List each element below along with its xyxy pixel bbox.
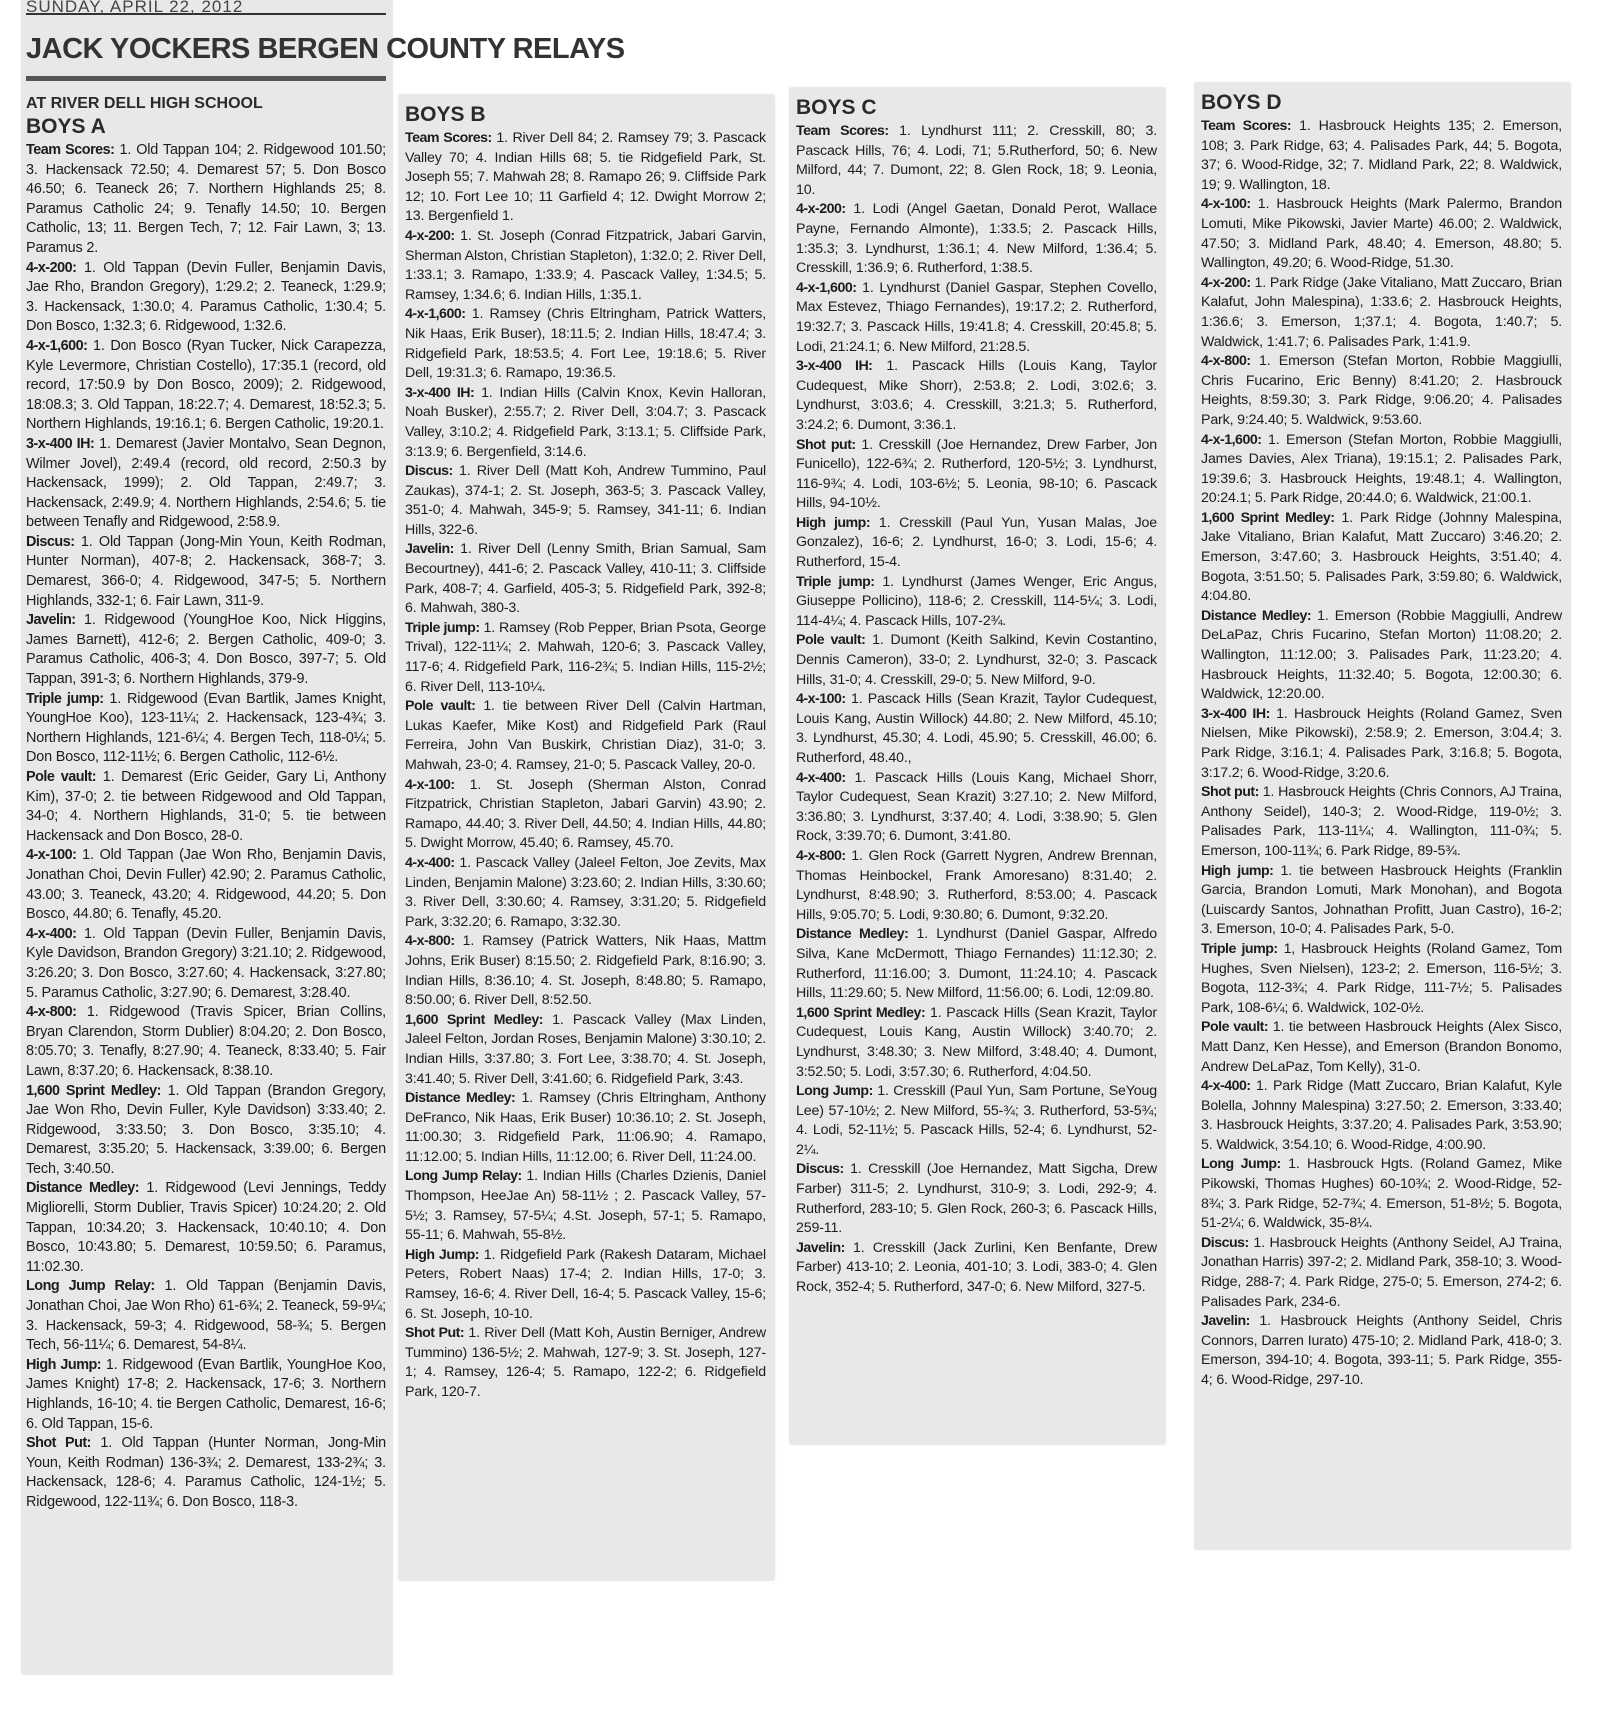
event-results-text: 1. St. Joseph (Conrad Fitzpatrick, Jabari Garvin, Sherman Alston, Christian Stapleton), 1:32.0; 2. River Dell, 1:33.1; 3. Ramapo, 1:33.9; 4. Pascack Valley, 1:34.5; 5. Ramsey, 1:34.6; 6. Indian Hills, 1:35.1. [405,227,766,303]
event-results-text: 1. Ramsey (Rob Pepper, Brian Psota, George Trival), 122-11¼; 2. Mahwah, 120-6; 3. Pascack Valley, 117-6; 4. Ridgefield Park, 116-2¾; 5. Indian Hills, 115-2½; 6. River Dell, 113-10¼. [405,619,766,695]
event-name: Pole vault: [1201,1019,1269,1036]
event-results-text: 1. Ramsey (Chris Eltringham, Patrick Watters, Nik Haas, Erik Buser), 18:11.5; 2. Indian Hills, 18:47.4; 3. Ridgefield Park, 18:53.5; 4. Fort Lee, 19:18.6; 5. River Dell, 19:31.3; 6. Ramapo, 19:36.5. [405,306,766,382]
event-results-text: 1. Park Ridge (Matt Zuccaro, Brian Kalafut, Kyle Bolella, Johnny Malespina) 3:27.50; 2. Emerson, 3:33.40; 3. Hasbrouck Heights, 3:37.20; 4. Palisades Park, 3:53.90; 5. Waldwick, 3:54.10; 6. Wood-Ridge, 4:00.90. [1201,1078,1562,1153]
event-result [26,846,386,924]
event-name: Distance Medley: [26,1180,140,1197]
event-result [796,1004,1157,1082]
event-result [796,631,1157,690]
event-name: High jump: [1201,862,1274,879]
event-name: 1,600 Sprint Medley: [26,1082,161,1099]
event-results-text: 1. Hasbrouck Heights 135; 2. Emerson, 108; 3. Park Ridge, 63; 4. Palisades Park, 44; 5. Bogota, 37; 6. Wood-Ridge, 32; 7. Midland Park, 22; 8. Waldwick, 19; 9. Wallington, 18. [1201,118,1563,193]
event-name: 4-x-100: [26,847,77,864]
event-result [405,776,766,854]
event-name: 4-x-200: [796,201,846,218]
event-result [26,1356,386,1434]
event-result [26,435,386,533]
event-result [796,122,1157,200]
event-results-text: 1. Pascack Valley (Max Linden, Jaleel Felton, Jordan Roses, Benjamin Malone) 3:30.10; 2. Indian Hills, 3:37.80; 3. Fort Lee, 3:38.70; 4. St. Joseph, 3:41.40; 5. River Dell, 3:41.60; 6. Ridgefield Park, 3:43. [405,1011,766,1087]
event-results-text: 1. Park Ridge (Johnny Malespina, Jake Vitaliano, Brian Kalafut, Matt Zuccaro) 3:46.20; 2. Emerson, 3:47.60; 3. Hasbrouck Heights, 3:51.40; 4. Bogota, 3:51.50; 5. Palisades Park, 3:59.80; 6. Waldwick, 4:04.80. [1201,509,1562,605]
event-result [796,436,1157,514]
event-result [1201,1077,1562,1155]
event-name: 4-x-200: [26,259,77,276]
results-list [1201,117,1562,1391]
event-result [405,384,766,462]
event-result [796,573,1157,632]
event-result [26,1003,386,1081]
event-results-text: 1. Hasbrouck Heights (Anthony Seidel, Chris Connors, Darren Iurato) 475-10; 2. Midland Park, 418-0; 3. Emerson, 394-10; 4. Bogota, 393-11; 5. Park Ridge, 355-4; 6. Wood-Ridge, 297-10. [1201,1313,1562,1388]
event-name: Distance Medley: [405,1090,516,1107]
event-results-text: 1. Old Tappan (Jong-Min Youn, Keith Rodman, Hunter Norman), 407-8; 2. Hackensack, 368-7; 3. Demarest, 366-0; 4. Ridgewood, 347-5; 5. Northern Highlands, 332-1; 6. Fair Lawn, 311-9. [26,533,386,609]
event-results-text: 1. Park Ridge (Jake Vitaliano, Matt Zuccaro, Brian Kalafut, John Malespina), 1:33.6; 2. Hasbrouck Heights, 1:36.6; 3. Emerson, 1;37.1; 4. Bogota, 1:40.7; 5. Waldwick, 1:41.7; 6. Palisades Park, 1:41.9. [1201,274,1562,350]
event-results-text: 1. Old Tappan (Devin Fuller, Benjamin Davis, Jae Rho, Brandon Gregory), 1:29.2; 2. Teaneck, 1:29.9; 3. Hackensack, 1:30.0; 4. Paramus Catholic, 1:30.4; 5. Don Bosco, 1:32.3; 6. Ridgewood, 1:32.6. [26,259,386,335]
event-result [405,129,766,227]
event-results-text: 1. Hasbrouck Heights (Mark Palermo, Brandon Lomuti, Mike Pikowski, Javier Marte) 46.00; 2. Waldwick, 47.50; 3. Midland Park, 48.40; 4. Emerson, 48.80; 5. Wallington, 49.20; 6. Wood-Ridge, 51.30. [1201,196,1562,272]
event-result [1201,274,1562,352]
event-result [1201,940,1562,1018]
event-result [26,1082,386,1180]
event-name: Triple jump: [1201,940,1278,957]
results-list [796,122,1157,1298]
event-name: Triple jump: [405,619,480,636]
event-result [26,533,386,611]
event-name: Discus: [405,463,453,480]
event-name: Pole vault: [405,698,476,715]
event-name: 3-x-400 IH: [1201,705,1270,722]
event-result [405,462,766,540]
event-result [1201,783,1562,861]
event-result [796,690,1157,768]
event-result [1201,1234,1562,1312]
event-name: Javelin: [796,1239,845,1256]
event-results-text: 1. Old Tappan (Benjamin Davis, Jonathan Choi, Jae Won Rho) 61-6¾; 2. Teaneck, 59-9¼; 3. Hackensack, 59-3; 4. Ridgewood, 58-¾; 5. Bergen Tech, 56-11¼; 6. Demarest, 54-8¼. [26,1278,386,1354]
event-results-text: 1. Emerson (Stefan Morton, Robbie Maggiulli, James Davies, Alex Triana), 19:15.1; 2. Palisades Park, 19:39.6; 3. Hasbrouck Heights, 19:48.1; 4. Wallington, 20:24.1; 5. Park Ridge, 20:44.0; 6. Waldwick, 21:00.1. [1201,431,1562,507]
event-results-text: 1. St. Joseph (Sherman Alston, Conrad Fitzpatrick, Christian Stapleton, Jabari Garvin) 43.90; 2. Ramapo, 44.40; 3. River Dell, 44.50; 4. Indian Hills, 44.80; 5. Dwight Morrow, 45.40; 6. Ramsey, 45.70. [405,776,766,852]
event-result [1201,705,1562,783]
event-name: 4-x-800: [405,933,455,950]
event-results-text: 1. Old Tappan (Hunter Norman, Jong-Min Youn, Keith Rodman) 136-3¾; 2. Demarest, 133-2¾; 3. Hackensack, 128-6; 4. Paramus Catholic, 124-1½; 5. Ridgewood, 122-11¾; 6. Don Bosco, 118-3. [26,1435,386,1510]
event-name: 4-x-100: [405,776,455,793]
event-name: 4-x-1,600: [26,337,88,354]
section-title: BOYS C [796,96,877,119]
event-name: Discus: [1201,1234,1249,1251]
event-results-text: 1. Ramsey (Chris Eltringham, Anthony DeFranco, Nik Haas, Erik Buser) 10:36.10; 2. St. Joseph, 11:00.30; 3. Ridgefield Park, 11:06.90; 4. Ramapo, 11:12.00; 5. Indian Hills, 11:12.00; 6. River Dell, 11:24.00. [405,1090,767,1165]
event-results-text: 1. Demarest (Eric Geider, Gary Li, Anthony Kim), 37-0; 2. tie between Ridgewood and Old Tappan, 34-0; 4. Northern Highlands, 31-0; 5. tie between Hackensack and Don Bosco, 28-0. [26,769,386,844]
event-results-text: 1. Hasbrouck Hgts. (Roland Gamez, Mike Pikowski, Thomas Hughes) 60-10¾; 2. Wood-Ridge, 52-8¾; 3. Park Ridge, 52-7¾; 4. Emerson, 51-8½; 5. Bogota, 51-2¼; 6. Waldwick, 35-8¼. [1201,1156,1562,1232]
section-title: BOYS D [1201,91,1282,114]
event-results-text: 1. Cresskill (Joe Hernandez, Matt Sigcha, Drew Farber) 311-5; 2. Lyndhurst, 310-9; 3. Lodi, 292-9; 4. Rutherford, 283-10; 5. Glen Rock, 260-3; 6. Pascack Hills, 259-11. [796,1161,1157,1237]
event-results-text: 1. Ridgewood (YoungHoe Koo, Nick Higgins, James Barnett), 412-6; 2. Bergen Catholic, 409-0; 3. Paramus Catholic, 406-3; 4. Don Bosco, 397-7; 5. Old Tappan, 391-3; 6. Northern Highlands, 379-9. [26,612,386,688]
clipping-boys-d [1195,83,1570,1549]
event-name: 1,600 Sprint Medley: [1201,509,1335,526]
section-title: BOYS A [26,115,106,138]
event-result [405,619,766,697]
event-results-text: 1. Dumont (Keith Salkind, Kevin Costantino, Dennis Cameron), 33-0; 2. Lyndhurst, 32-0; 3. Pascack Hills, 31-0; 4. Cresskill, 29-0; 5. New Milford, 9-0. [796,632,1158,688]
event-results-text: 1. Ridgefield Park (Rakesh Dataram, Michael Peters, Robert Naas) 17-4; 2. Indian Hills, 17-0; 3. Ramsey, 16-6; 4. River Dell, 16-4; 5. Pascack Valley, 15-6; 6. St. Joseph, 10-10. [405,1246,766,1322]
event-result [1201,117,1562,195]
event-result [26,925,386,1003]
event-name: Shot put: [796,436,856,453]
results-list [26,141,386,1513]
event-result [1201,862,1562,940]
event-results-text: 1. tie between Hasbrouck Heights (Franklin Garcia, Brandon Lomuti, Mark Monohan), and Bogota (Luiscardy Santos, Johnathan Profitt, Juan Castro), 16-2; 3. Emerson, 10-0; 4. Palisades Park, 5-0. [1201,862,1562,938]
event-result [405,540,766,618]
event-result [26,1434,386,1512]
event-results-text: 1. Old Tappan (Brandon Gregory, Jae Won Rho, Devin Fuller, Kyle Davidson) 3:33.40; 2. Ridgewood, 3:33.50; 3. Don Bosco, 3:35.10; 4. Demarest, 3:35.20; 5. Hackensack, 3:39.00; 6. Bergen Tech, 3:40.50. [26,1082,386,1177]
event-name: 4-x-200: [1201,274,1251,291]
event-results-text: 1. River Dell (Matt Koh, Andrew Tummino, Paul Zaukas), 374-1; 2. St. Joseph, 363-5; 3. Pascack Valley, 351-0; 4. Mahwah, 345-9; 5. Ramsey, 341-11; 6. Indian Hills, 322-6. [405,463,766,538]
event-name: Javelin: [26,612,76,629]
event-name: 4-x-400: [26,925,77,942]
event-result [405,1011,766,1089]
event-name: 4-x-800: [1201,353,1251,370]
event-name: 4-x-1,600: [796,279,857,296]
event-result [796,279,1157,357]
event-result [405,1089,766,1167]
event-results-text: 1. Pascack Hills (Louis Kang, Taylor Cudequest, Mike Shorr), 2:53.8; 2. Lodi, 3:02.6; 3. Lyndhurst, 3:03.6; 4. Cresskill, 3:21.3; 5. Rutherford, 3:24.2; 6. Dumont, 3:36.1. [796,358,1157,433]
event-results-text: 1. Lodi (Angel Gaetan, Donald Perot, Wallace Payne, Fernando Almonte), 1:33.5; 2. Pascack Hills, 1:35.3; 3. Lyndhurst, 1:36.1; 4. New Milford, 1:36.4; 5. Cresskill, 1:36.9; 6. Rutherford, 1:38.5. [796,201,1157,277]
event-result [1201,352,1562,430]
event-name: Triple jump: [796,573,875,590]
event-results-text: 1. Lyndhurst (Daniel Gaspar, Alfredo Silva, Kane McDermott, Thiago Fernandes) 11:12.30; 2. Rutherford, 11:16.00; 3. Dumont, 11:24.10; 4. Pascack Hills, 11:29.60; 5. New Milford, 11:56.00; 6. Lodi, 12:09.80. [796,926,1157,1002]
event-name: High jump: [796,514,871,531]
event-name: Distance Medley: [1201,607,1312,624]
event-results-text: 1. Hasbrouck Heights (Anthony Seidel, AJ Traina, Jonathan Harris) 397-2; 2. Midland Park, 358-10; 3. Wood-Ridge, 288-7; 4. Park Ridge, 275-0; 5. Emerson, 274-2; 6. Palisades Park, 234-6. [1201,1234,1562,1310]
event-results-text: 1, Hasbrouck Heights (Roland Gamez, Tom Hughes, Sven Nielsen), 123-2; 2. Emerson, 116-5½; 3. Bogota, 112-3¾; 4. Park Ridge, 111-7½; 5. Palisades Park, 108-6¼; 6. Waldwick, 102-0½. [1201,940,1562,1016]
event-name: 4-x-800: [26,1004,77,1021]
event-name: Discus: [796,1161,844,1178]
event-results-text: 1. Cresskill (Paul Yun, Yusan Malas, Joe Gonzalez), 16-6; 2. Lyndhurst, 16-0; 3. Lodi, 15-6; 4. Rutherford, 15-4. [796,514,1157,571]
event-results-text: 1. Ridgewood (Travis Spicer, Brian Collins, Bryan Clarendon, Storm Dublier) 8:04.20; 2. Don Bosco, 8:05.70; 3. Tenafly, 8:27.90; 4. Teaneck, 8:33.40; 5. Fair Lawn, 8:37.20; 6. Hackensack, 8:38.10. [26,1004,386,1079]
event-results-text: 1. Don Bosco (Ryan Tucker, Nick Carapezza, Kyle Levermore, Christian Costello), 17:35.1 (record, old record, 17:50.9 by Don Bosco, 2009); 2. Ridgewood, 18:08.3; 3. Old Tappan, 18:22.7; 4. Demarest, 18:52.3; 5. Northern Highlands, 19:16.1; 6. Bergen Catholic, 19:20.1. [26,337,386,433]
event-results-text: 1. Glen Rock (Garrett Nygren, Andrew Brennan, Thomas Heinbockel, Frank Amoresano) 8:31.40; 2. Lyndhurst, 8:48.90; 3. Rutherford, 8:53.00; 4. Pascack Hills, 9:05.70; 5. Lodi, 9:30.80; 6. Dumont, 9:32.20. [796,847,1157,923]
event-name: Long Jump Relay: [405,1168,522,1185]
event-name: Team Scores: [1201,118,1292,134]
clipping-boys-b [399,95,774,1580]
event-result [796,1082,1157,1160]
event-result [1201,1018,1562,1077]
event-result [26,768,386,846]
section-title: BOYS B [405,103,486,126]
event-results-text: 1. River Dell (Lenny Smith, Brian Samual, Sam Becourtney), 441-6; 2. Pascack Valley, 410-11; 3. Cliffside Park, 408-7; 4. Garfield, 405-3; 5. Ridgefield Park, 392-8; 6. Mahwah, 380-3. [405,541,766,617]
event-result [405,697,766,775]
event-name: Team Scores: [26,142,115,158]
event-result [796,1239,1157,1298]
event-results-text: 1. tie between River Dell (Calvin Hartman, Lukas Kaefer, Mike Kost) and Ridgefield Park (Raul Ferreira, John Van Buskirk, Christian Diaz), 31-0; 3. Mahwah, 23-0; 4. Ramsey, 21-0; 5. Pascack Valley, 20-0. [405,698,766,773]
event-name: Team Scores: [796,123,889,139]
event-results-text: 1. Hasbrouck Heights (Chris Connors, AJ Traina, Anthony Seidel), 140-3; 2. Wood-Ridge, 119-0½; 3. Palisades Park, 113-11¼; 4. Wallington, 111-0¾; 5. Emerson, 100-11¾; 6. Park Ridge, 89-5¾. [1201,784,1563,859]
event-name: 4-x-800: [796,847,846,864]
event-results-text: 1. Ridgewood (Evan Bartlik, YoungHoe Koo, James Knight) 17-8; 2. Hackensack, 17-6; 3. Northern Highlands, 16-10; 4. tie Bergen Catholic, Demarest, 16-6; 6. Old Tappan, 15-6. [26,1356,386,1432]
event-name: Long Jump: [1201,1156,1281,1173]
event-result [796,1160,1157,1238]
venue-subhead: AT RIVER DELL HIGH SCHOOL [26,95,263,112]
event-results-text: 1. Demarest (Javier Montalvo, Sean Degnon, Wilmer Jovel), 2:49.4 (record, old record, 2:50.3 by Hackensack, 1999); 2. Old Tappan, 2:49.7; 3. Hackensack, 2:49.9; 4. Northern Highlands, 2:54.6; 5. tie between Tenafly and Ridgewood, 2:58.9. [26,435,386,531]
event-results-text: 1. Cresskill (Joe Hernandez, Drew Farber, Jon Funicello), 122-6¾; 2. Rutherford, 120-5½; 3. Lyndhurst, 116-9¾; 4. Lodi, 103-6½; 5. Leonia, 98-10; 6. Pascack Hills, 94-10½. [796,436,1157,512]
event-results-text: 1. Indian Hills (Calvin Knox, Kevin Halloran, Noah Busker), 2:55.7; 2. River Dell, 3:04.7; 3. Pascack Valley, 3:10.2; 4. Ridgefield Park, 3:13.1; 5. Cliffside Park, 3:13.9; 6. Bergenfield, 3:14.6. [405,384,766,460]
event-result [1201,509,1562,607]
event-results-text: 1. Old Tappan (Devin Fuller, Benjamin Davis, Kyle Davidson, Brandon Gregory) 3:21.10; 2. Ridgewood, 3:26.20; 3. Don Bosco, 3:27.60; 4. Hackensack, 3:27.80; 5. Paramus Catholic, 3:27.90; 6. Demarest, 3:28.40. [26,925,386,1001]
event-name: Shot Put: [405,1325,465,1342]
event-name: Long Jump Relay: [26,1278,155,1295]
event-result [796,357,1157,435]
event-result [405,932,766,1010]
event-name: Distance Medley: [796,926,909,943]
event-result [796,925,1157,1003]
event-result [26,259,386,337]
clipping-boys-c [790,88,1165,1444]
event-result [796,769,1157,847]
event-name: 4-x-1,600: [1201,431,1262,448]
event-result [796,847,1157,925]
event-result [26,1277,386,1355]
event-result [1201,1312,1562,1390]
event-results-text: 1. Indian Hills (Charles Dzienis, Daniel Thompson, HeeJae An) 58-11½ ; 2. Pascack Valley, 57-5½; 3. Ramsey, 57-5¼; 4.St. Joseph, 57-1; 5. Ramapo, 55-11; 6. Mahwah, 55-8½. [405,1168,766,1244]
event-result [1201,1155,1562,1233]
event-result [405,1167,766,1245]
event-results-text: 1. Pascack Hills (Sean Krazit, Taylor Cudequest, Louis Kang, Austin Willock) 3:40.70; 2. Lyndhurst, 3:48.30; 3. New Milford, 3:48.40; 4. Dumont, 3:52.50; 5. Lodi, 3:57.30; 6. Rutherford, 4:04.50. [796,1004,1157,1080]
event-results-text: 1. Emerson (Stefan Morton, Robbie Maggiulli, Chris Fucarino, Eric Benny) 8:41.20; 2. Hasbrouck Heights, 8:59.30; 3. Park Ridge, 9:06.20; 4. Palisades Park, 9:24.40; 5. Waldwick, 9:53.60. [1201,353,1562,428]
event-name: Javelin: [405,541,454,558]
event-name: Discus: [26,533,75,550]
event-name: 4-x-100: [1201,196,1251,213]
event-results-text: 1. River Dell (Matt Koh, Austin Berniger, Andrew Tummino) 136-5½; 2. Mahwah, 127-9; 3. St. Joseph, 127-1; 4. Ramsey, 126-4; 5. Ramapo, 122-2; 6. Ridgefield Park, 120-7. [405,1325,766,1400]
event-name: 4-x-400: [405,854,455,871]
event-result [1201,431,1562,509]
event-results-text: 1. Cresskill (Jack Zurlini, Ken Benfante, Drew Farber) 413-10; 2. Leonia, 401-10; 3. Lodi, 383-0; 4. Glen Rock, 352-4; 5. Rutherford, 347-0; 6. New Milford, 327-5. [796,1239,1157,1296]
event-results-text: 1. Lyndhurst (Daniel Gaspar, Stephen Covello, Max Estevez, Thiago Fernandes), 19:17.2; 2. Rutherford, 19:32.7; 3. Pascack Hills, 19:41.8; 4. Cresskill, 20:45.8; 5. Lodi, 21:24.1; 6. New Milford, 21:28.5. [796,279,1157,355]
event-name: 4-x-200: [405,227,455,244]
event-results-text: 1. Emerson (Robbie Maggiulli, Andrew DeLaPaz, Chris Fucarino, Stefan Morton) 11:08.20; 2. Wallington, 11:12.00; 3. Palisades Park, 11:23.20; 4. Hasbrouck Heights, 11:32.40; 5. Bogota, 12:00.30; 6. Waldwick, 12:20.00. [1201,607,1562,703]
event-results-text: 1. River Dell 84; 2. Ramsey 79; 3. Pascack Valley 70; 4. Indian Hills 68; 5. tie Ridgefield Park, St. Joseph 55; 7. Mahwah 28; 8. Ramapo 26; 9. Cliffside Park 12; 10. Fort Lee 10; 11 Garfield 4; 12. Dwight Morrow 2; 13. Bergenfield 1. [405,130,766,225]
event-name: 3-x-400 IH: [405,384,475,401]
event-result [26,141,386,259]
event-result [1201,607,1562,705]
event-name: Long Jump: [796,1083,873,1100]
event-results-text: 1. Lyndhurst (James Wenger, Eric Angus, Giuseppe Pollicino), 118-6; 2. Cresskill, 114-5¼; 3. Lodi, 114-4¼; 4. Pascack Hills, 107-2¾. [796,573,1158,629]
event-name: Pole vault: [26,769,97,785]
event-result [796,514,1157,573]
event-result [26,690,386,768]
event-results-text: 1. Ridgewood (Evan Bartlik, James Knight, YoungHoe Koo), 123-11¼; 2. Hackensack, 123-4¾; 3. Northern Highlands, 121-6¼; 4. Bergen Tech, 118-0¼; 5. Don Bosco, 112-11½; 6. Bergen Catholic, 112-6½. [26,690,387,766]
event-results-text: 1. tie between Hasbrouck Heights (Alex Sisco, Matt Danz, Ken Hesse), and Emerson (Brandon Bonomo, Andrew DeLaPaz, Tom Kelly), 31-0. [1201,1019,1562,1075]
event-result [405,1324,766,1402]
results-list [405,129,766,1403]
event-name: Pole vault: [796,632,866,649]
event-name: 4-x-1,600: [405,306,466,323]
event-name: 1,600 Sprint Medley: [796,1004,926,1021]
event-results-text: 1. Ridgewood (Levi Jennings, Teddy Migliorelli, Storm Dublier, Travis Spicer) 10:24.20; 2. Old Tappan, 10:34.20; 3. Hackensack, 10:40.10; 4. Don Bosco, 10:43.80; 5. Demarest, 10:59.50; 6. Paramus, 11:02.30. [26,1180,386,1275]
event-result [26,611,386,689]
event-results-text: 1. Lyndhurst 111; 2. Cresskill, 80; 3. Pascack Hills, 76; 4. Lodi, 71; 5.Rutherford, 50; 6. New Milford, 44; 7. Dumont, 22; 8. Glen Rock, 18; 9. Leonia, 10. [796,123,1157,198]
event-result [405,227,766,305]
event-results-text: 1. Pascack Hills (Louis Kang, Michael Shorr, Taylor Cudequest, Sean Krazit) 3:27.10; 2. New Milford, 3:36.80; 3. Lyndhurst, 3:37.40; 4. Lodi, 3:38.90; 5. Glen Rock, 3:39.70; 6. Dumont, 3:41.80. [796,769,1157,845]
event-results-text: 1. Pascack Valley (Jaleel Felton, Joe Zevits, Max Linden, Benjamin Malone) 3:23.60; 2. Indian Hills, 3:30.60; 3. River Dell, 3:30.60; 4. Ramsey, 3:31.20; 5. Ridgefield Park, 3:32.20; 6. Ramapo, 3:32.30. [405,854,766,930]
event-name: Triple jump: [26,690,104,707]
event-name: 1,600 Sprint Medley: [405,1011,543,1028]
event-result [405,1246,766,1324]
event-name: 3-x-400 IH: [796,358,873,375]
event-results-text: 1. Cresskill (Paul Yun, Sam Portune, SeYoug Lee) 57-10½; 2. New Milford, 55-¾; 3. Rutherford, 53-5¾; 4. Lodi, 52-11½; 5. Pascack Hills, 52-4; 6. Lyndhurst, 52-2¼. [796,1083,1157,1158]
event-name: Shot Put: [26,1435,91,1452]
event-name: Team Scores: [405,130,492,146]
event-result [405,854,766,932]
dateline: SUNDAY, APRIL 22, 2012 [26,0,386,15]
event-result [26,337,386,435]
event-results-text: 1. Pascack Hills (Sean Krazit, Taylor Cudequest, Louis Kang, Austin Willock) 44.80; 2. New Milford, 45.10; 3. Lyndhurst, 45.30; 4. Lodi, 45.90; 5. Cresskill, 46.00; 6. Rutherford, 48.40., [796,691,1157,766]
event-name: 3-x-400 IH: [26,435,95,452]
headline: JACK YOCKERS BERGEN COUNTY RELAYS [26,33,386,81]
event-results-text: 1. Ramsey (Patrick Watters, Nik Haas, Mattm Johns, Erik Buser) 8:15.50; 2. Ridgefield Park, 8:16.90; 3. Indian Hills, 8:36.10; 4. St. Joseph, 8:48.80; 5. Ramapo, 8:50.00; 6. River Dell, 8:52.50. [405,933,766,1009]
event-result [1201,195,1562,273]
event-result [405,305,766,383]
event-results-text: 1. Old Tappan (Jae Won Rho, Benjamin Davis, Jonathan Choi, Devin Fuller) 42.90; 2. Paramus Catholic, 43.00; 3. Teaneck, 43.20; 4. Ridgewood, 44.20; 5. Don Bosco, 44.80; 6. Tenafly, 45.20. [26,847,386,923]
event-results-text: 1. Hasbrouck Heights (Roland Gamez, Sven Nielsen, Mike Pikowski), 2:58.9; 2. Emerson, 3:04.4; 3. Park Ridge, 3:16.1; 4. Palisades Park, 3:16.8; 5. Bogota, 3:17.2; 6. Wood-Ridge, 3:20.6. [1201,705,1562,781]
event-result [796,200,1157,278]
event-name: 4-x-400: [796,769,846,786]
event-name: High Jump: [26,1356,102,1373]
event-result [26,1179,386,1277]
event-name: Shot put: [1201,784,1259,801]
event-name: 4-x-400: [1201,1078,1251,1095]
event-results-text: 1. Old Tappan 104; 2. Ridgewood 101.50; 3. Hackensack 72.50; 4. Demarest 57; 5. Don Bosco 46.50; 6. Teaneck 26; 7. Northern Highlands 25; 8. Paramus Catholic 24; 9. Tenafly 14.50; 10. Bergen Catholic, 13; 11. Bergen Tech, 7; 12. Fair Lawn, 3; 13. Paramus 2. [26,142,386,256]
event-name: Javelin: [1201,1313,1250,1330]
event-name: 4-x-100: [796,691,846,708]
event-name: High Jump: [405,1246,479,1263]
